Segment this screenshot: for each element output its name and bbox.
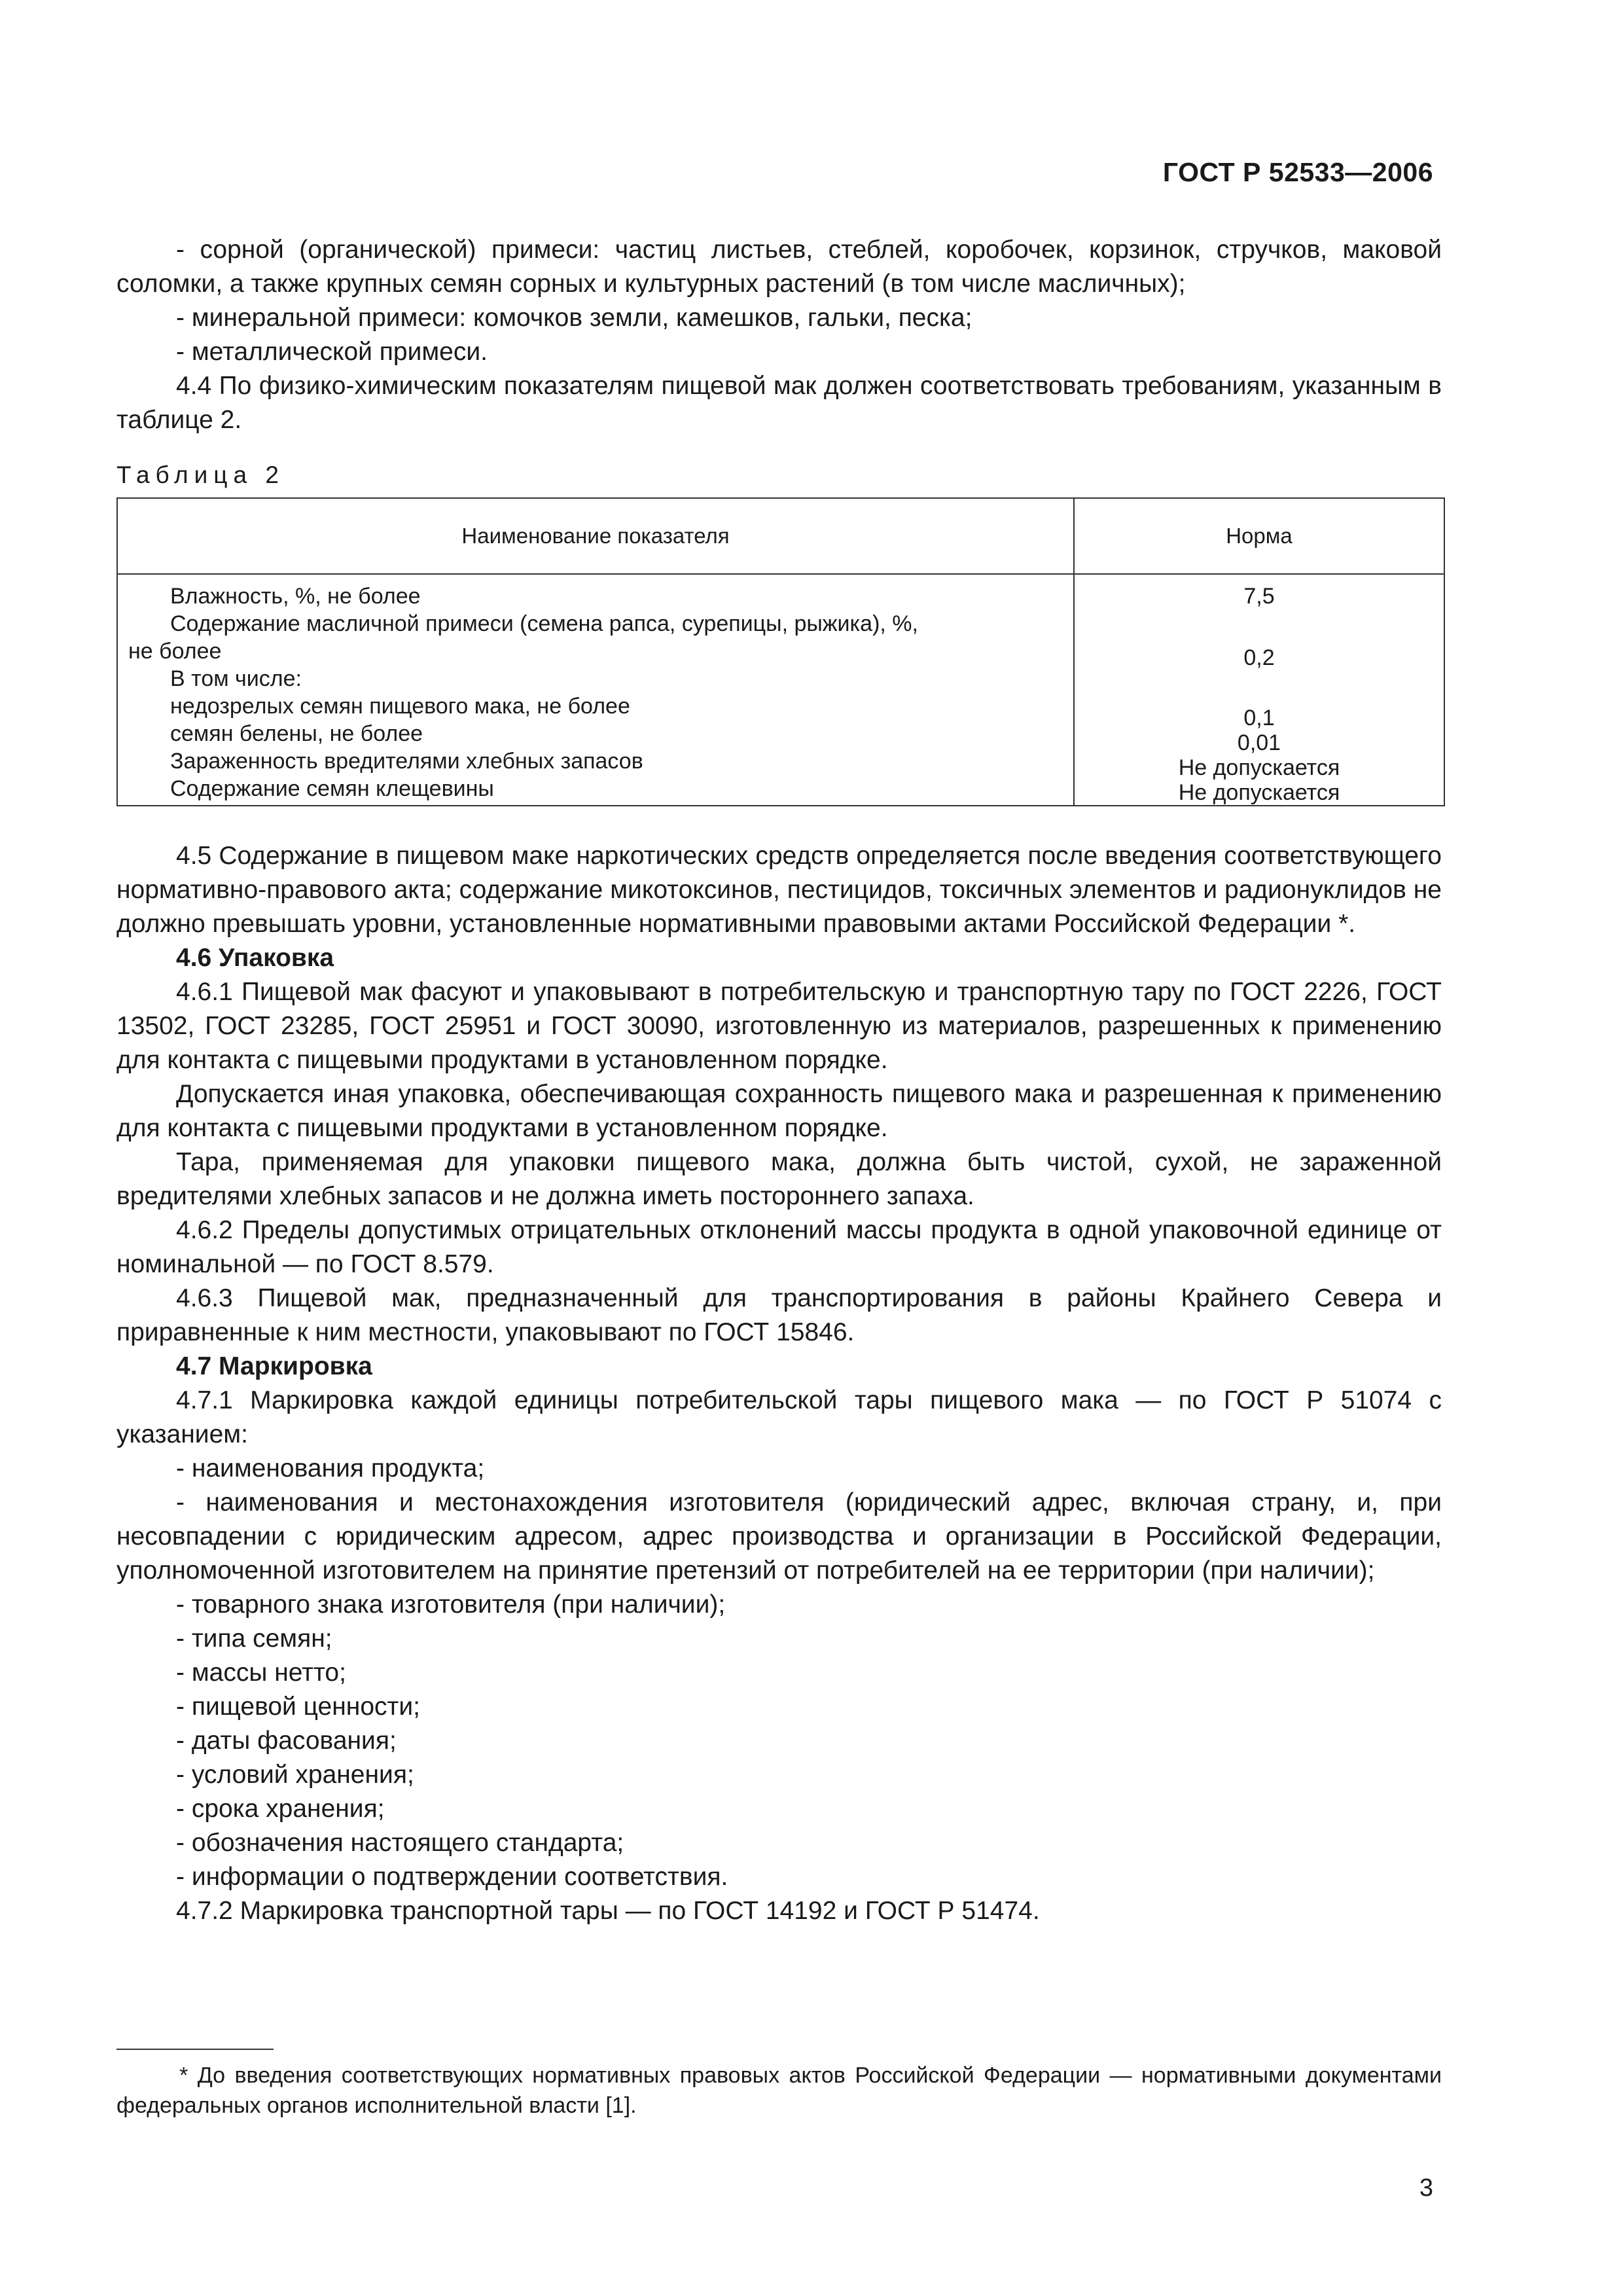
norm-value: 0,2 bbox=[1243, 645, 1275, 670]
indicator-text: не более bbox=[128, 639, 222, 664]
indicator-text: Зараженность вредителями хлебных запасов bbox=[170, 749, 643, 774]
paragraph: 4.6.2 Пределы допустимых отрицательных отклонений массы продукта в одной упаковочной единице от номинальной — по ГОСТ 8.579. bbox=[116, 1216, 1442, 1278]
indicator-text: Содержание масличной примеси (семена рапса, сурепицы, рыжика), %, bbox=[170, 611, 918, 636]
document-body bbox=[116, 233, 1442, 1928]
indicator-text: Влажность, %, не более bbox=[170, 584, 421, 609]
indicator-cell bbox=[117, 574, 1074, 806]
spacer bbox=[1075, 610, 1444, 644]
indicator-text: Содержание семян клещевины bbox=[170, 776, 494, 801]
list-item: - пищевой ценности; bbox=[176, 1693, 420, 1721]
norm-value: 0,1 bbox=[1243, 706, 1275, 730]
paragraph: 4.6.1 Пищевой мак фасуют и упаковывают в потребительскую и транспортную тару по ГОСТ 2226, ГОСТ 13502, ГОСТ 23285, ГОСТ 25951 и ГОСТ 30090, изготовленную из материалов, разрешенных к применению для контакта с пищевыми продуктами в установленном порядке. bbox=[116, 978, 1442, 1074]
list-item: - наименования и местонахождения изготовителя (юридический адрес, включая страну, и, при несовпадении с юридическим адресом, адрес производства и организации в Российской Федерации, уполномоченной изготовителем на принятие претензий от потребителей на ее территории (при наличии); bbox=[116, 1488, 1442, 1585]
table-caption: Таблица 2 bbox=[116, 461, 285, 488]
paragraph: 4.6.3 Пищевой мак, предназначенный для транспортирования в районы Крайнего Севера и приравненные к ним местности, упаковывают по ГОСТ 15846. bbox=[116, 1284, 1442, 1346]
section-heading: 4.6 Упаковка bbox=[176, 944, 334, 972]
paragraph: 4.7.2 Маркировка транспортной тары — по ГОСТ 14192 и ГОСТ Р 51474. bbox=[176, 1897, 1040, 1925]
indicator-text: недозрелых семян пищевого мака, не более bbox=[170, 694, 630, 719]
list-item: - массы нетто; bbox=[176, 1659, 346, 1687]
paragraph: Допускается иная упаковка, обеспечивающая сохранность пищевого мака и разрешенная к применению для контакта с пищевыми продуктами в установленном порядке. bbox=[116, 1080, 1442, 1142]
list-item: - типа семян; bbox=[176, 1624, 332, 1653]
paragraph: 4.4 По физико-химическим показателям пищевой мак должен соответствовать требованиям, указанным в таблице 2. bbox=[116, 372, 1442, 434]
spacer bbox=[116, 806, 1442, 839]
column-header-indicator: Наименование показателя bbox=[117, 498, 1074, 574]
list-item: - товарного знака изготовителя (при наличии); bbox=[176, 1590, 726, 1619]
list-item: - обозначения настоящего стандарта; bbox=[176, 1829, 624, 1857]
paragraph: - металлической примеси. bbox=[176, 338, 488, 366]
paragraph: 4.5 Содержание в пищевом маке наркотических средств определяется после введения соответствующего нормативно-правового акта; содержание микотоксинов, пестицидов, токсичных элементов и радионуклидов не должно превышать уровни, установленные нормативными правовыми актами Российской Федерации *. bbox=[116, 842, 1442, 938]
page-number: 3 bbox=[1419, 2174, 1433, 2202]
norm-value: 0,01 bbox=[1237, 730, 1281, 755]
list-item: - срока хранения; bbox=[176, 1795, 385, 1823]
spacer bbox=[1075, 672, 1444, 706]
norm-cell bbox=[1074, 574, 1444, 806]
footnote-separator bbox=[116, 2049, 274, 2050]
section-heading: 4.7 Маркировка bbox=[176, 1352, 372, 1380]
norm-value: Не допускается bbox=[1178, 755, 1340, 780]
list-item: - наименования продукта; bbox=[176, 1454, 485, 1482]
indicator-text: семян белены, не более bbox=[170, 721, 423, 746]
indicator-text: В том числе: bbox=[170, 666, 302, 691]
paragraph: - сорной (органической) примеси: частиц листьев, стеблей, коробочек, корзинок, стручков, маковой соломки, а также крупных семян сорных и культурных растений (в том числе масличных); bbox=[116, 236, 1442, 298]
list-item: - условий хранения; bbox=[176, 1761, 414, 1789]
paragraph: 4.7.1 Маркировка каждой единицы потребительской тары пищевого мака — по ГОСТ Р 51074 с указанием: bbox=[116, 1386, 1442, 1448]
norm-value: Не допускается bbox=[1178, 780, 1340, 805]
list-item: - информации о подтверждении соответствия. bbox=[176, 1863, 728, 1891]
footnote: * До введения соответствующих нормативных правовых актов Российской Федерации — нормативными документами федеральных органов исполнительной власти [1]. bbox=[116, 2063, 1442, 2118]
table-row bbox=[117, 574, 1444, 806]
table-2 bbox=[116, 497, 1445, 806]
paragraph: - минеральной примеси: комочков земли, камешков, гальки, песка; bbox=[176, 304, 972, 332]
column-header-norm: Норма bbox=[1074, 498, 1444, 574]
norm-value: 7,5 bbox=[1243, 584, 1275, 609]
list-item: - даты фасования; bbox=[176, 1727, 397, 1755]
document-id-header: ГОСТ Р 52533—2006 bbox=[1162, 157, 1433, 187]
paragraph: Тара, применяемая для упаковки пищевого мака, должна быть чистой, сухой, не зараженной вредителями хлебных запасов и не должна иметь постороннего запаха. bbox=[116, 1148, 1442, 1210]
